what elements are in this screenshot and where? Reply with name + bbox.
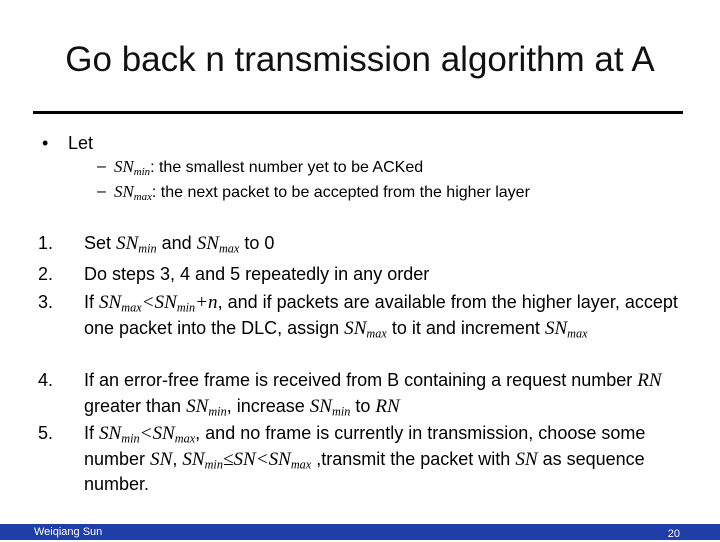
subscript: max xyxy=(567,325,588,340)
variable: RN xyxy=(637,370,662,391)
step-text xyxy=(84,290,680,341)
subscript: min xyxy=(208,403,227,418)
subscript: min xyxy=(121,431,140,446)
variable: SN xyxy=(152,423,175,444)
page-number: 20 xyxy=(667,528,680,540)
definition-text xyxy=(114,181,530,204)
footer-bar xyxy=(0,524,720,540)
variable: SN xyxy=(186,395,209,417)
operator: < xyxy=(139,423,153,444)
title-underline xyxy=(33,111,683,114)
text: If xyxy=(84,292,100,312)
subscript: min xyxy=(176,300,196,315)
subscript: max xyxy=(366,325,387,340)
variable: SN xyxy=(114,157,134,176)
text: to it and increment xyxy=(386,317,545,338)
definition-text xyxy=(114,156,423,179)
subscript: max xyxy=(121,300,142,315)
variable: SN xyxy=(544,317,568,339)
definition-desc: : the smallest number yet to be ACKed xyxy=(150,159,424,176)
definition-desc: : the next packet to be accepted from the higher layer xyxy=(151,184,530,201)
variable: SN xyxy=(268,448,291,470)
text: as sequence number. xyxy=(84,448,645,494)
variable: SN xyxy=(196,233,219,254)
slide-title: Go back n transmission algorithm at A xyxy=(65,40,655,79)
expression: +n xyxy=(195,292,218,313)
operator: < xyxy=(141,292,155,313)
subscript: min xyxy=(332,403,351,418)
subscript: max xyxy=(290,456,312,471)
text: to 0 xyxy=(239,233,275,253)
step-text xyxy=(84,421,680,497)
step-text xyxy=(84,368,680,419)
bullet-dot: • xyxy=(42,133,49,153)
variable: SN xyxy=(233,448,256,470)
subscript: min xyxy=(204,456,223,471)
variable: SN xyxy=(99,292,122,313)
subscript: max xyxy=(133,191,152,204)
text: If an error-free frame is received from B containing a request number xyxy=(84,370,638,390)
text: If xyxy=(84,423,100,443)
footer-author: Weiqiang Sun xyxy=(34,526,103,538)
variable: SN xyxy=(344,317,367,339)
subscript: max xyxy=(174,431,196,446)
intro-label: Let xyxy=(68,133,94,153)
subscript: min xyxy=(133,166,151,179)
variable: SN xyxy=(154,292,177,313)
text: to xyxy=(350,395,376,416)
text: , increase xyxy=(226,395,310,416)
text: greater than xyxy=(84,395,187,416)
operator: ≤ xyxy=(222,448,234,470)
dash: – xyxy=(97,183,106,200)
step-text: Do steps 3, 4 and 5 repeatedly in any order xyxy=(84,264,430,284)
variable: SN xyxy=(309,395,333,417)
variable: SN xyxy=(182,448,205,470)
variable: SN xyxy=(114,182,134,201)
subscript: min xyxy=(138,241,157,256)
step-number: 5. xyxy=(38,423,54,443)
dash: – xyxy=(97,158,106,175)
text: ,transmit the packet with xyxy=(311,448,516,469)
variable: RN xyxy=(375,395,400,417)
text: , xyxy=(172,448,183,469)
variable: SN xyxy=(150,448,173,470)
step-number: 2. xyxy=(38,264,54,284)
text: , and no frame is currently in transmission, choose some number xyxy=(84,423,646,469)
variable: SN xyxy=(515,448,538,470)
step-number: 4. xyxy=(38,370,54,390)
variable: SN xyxy=(116,233,139,254)
subscript: max xyxy=(218,241,240,256)
text: , and if packets are available from the higher layer, accept one packet into the DLC, assign xyxy=(84,292,678,338)
step-number: 3. xyxy=(38,292,54,312)
step-text xyxy=(84,231,680,257)
variable: SN xyxy=(99,423,122,444)
step-number: 1. xyxy=(38,233,54,253)
text: Set xyxy=(84,233,117,253)
text: and xyxy=(156,233,197,253)
operator: < xyxy=(255,448,269,470)
